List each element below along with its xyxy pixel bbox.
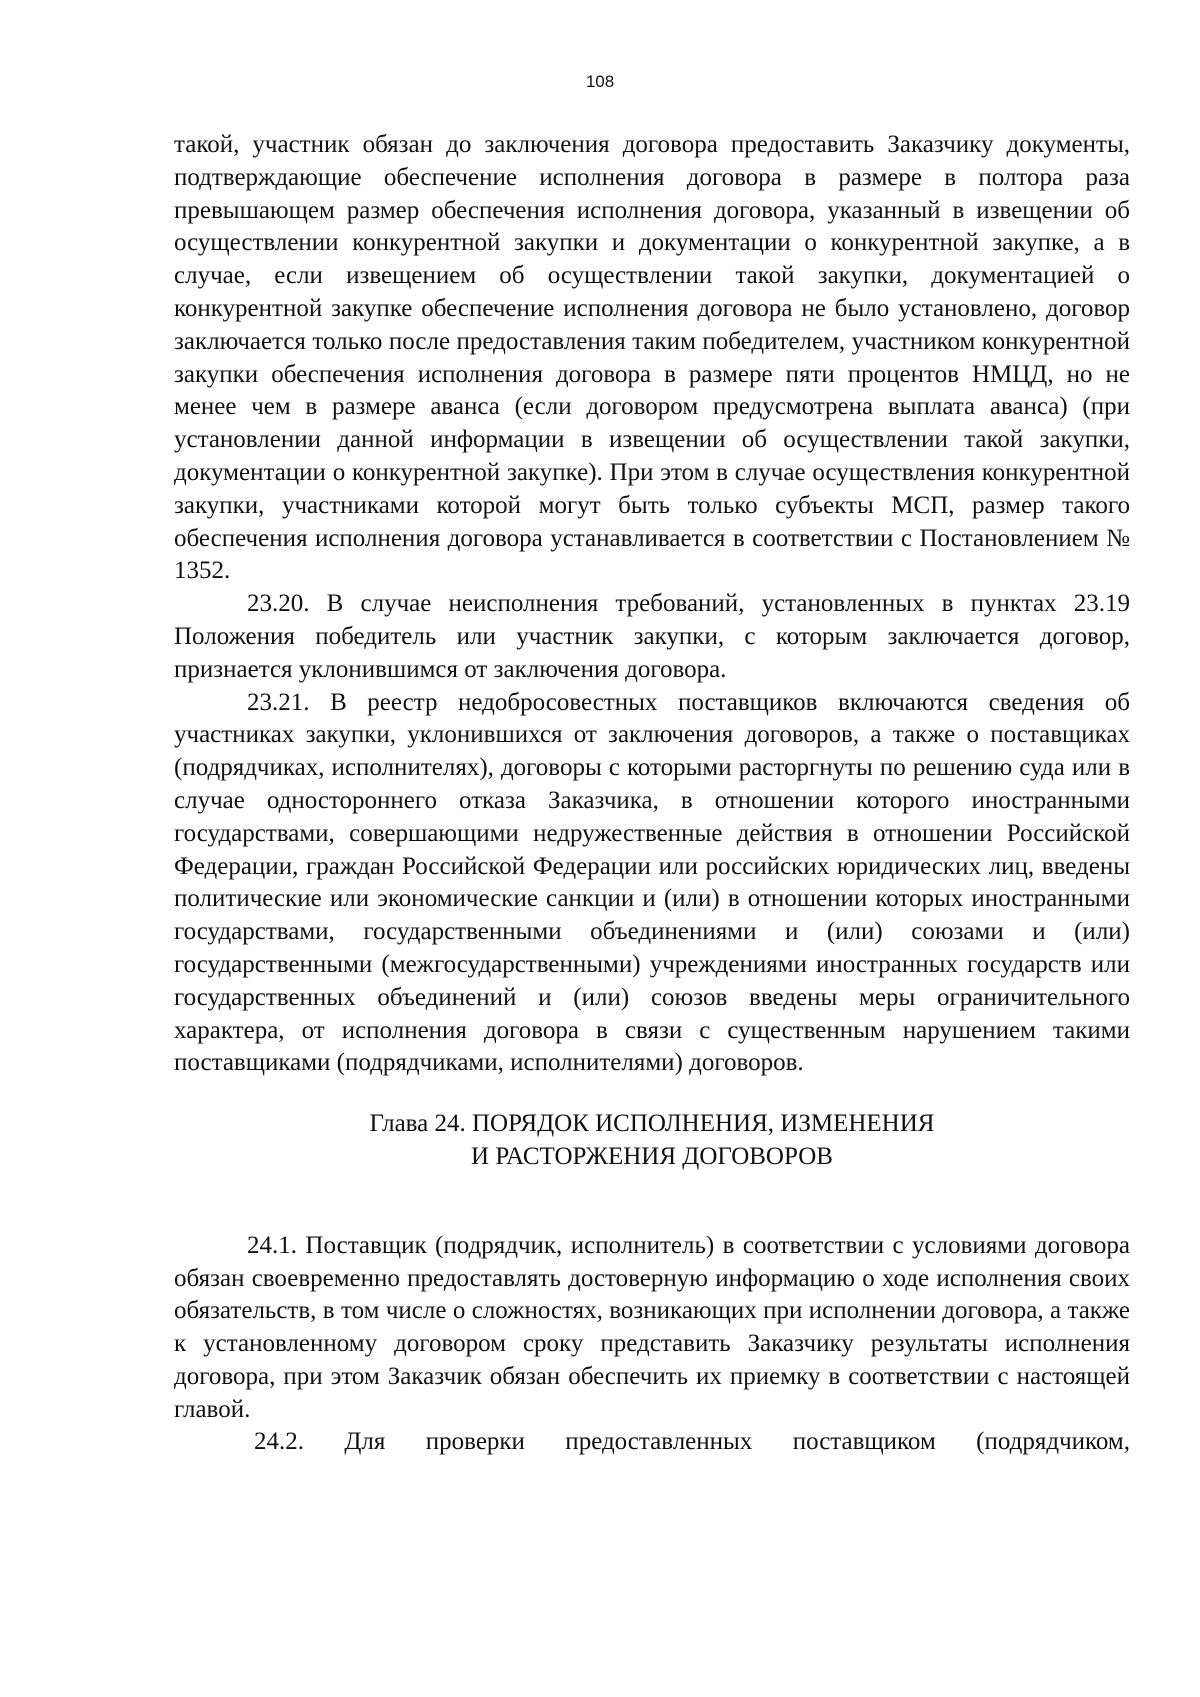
paragraph-24-1: 24.1. Поставщик (подрядчик, исполнитель) в соответствии с условиями договора обязан своевременно предоставлять достоверную информацию о ходе исполнения своих обязательств, в том числе о сложностях, возникающих при исполнении договора, а также к установленному договором сроку представить Заказчику результаты исполнения договора, при этом Заказчик обязан обеспечить их приемку в соответствии с настоящей главой.: [174, 1231, 1130, 1423]
document-body: [174, 129, 1130, 1459]
paragraph-continuation: такой, участник обязан до заключения договора предоставить Заказчику документы, подтверждающие обеспечение исполнения договора в размере в полтора раза превышающем размер обеспечения исполнения договора, указанный в извещении об осуществлении конкурентной закупки и документации о конкурентной закупке, а в случае, если извещением об осуществлении такой закупки, документацией о конкурентной закупке обеспечение исполнения договора не было установлено, договор заключается только после предоставления таким победителем, участником конкурентной закупки обеспечения исполнения договора в размере пяти процентов НМЦД, но не менее чем в размере аванса (если договором предусмотрена выплата аванса) (при установлении данной информации в извещении об осуществлении такой закупки, документации о конкурентной закупке). При этом в случае осуществления конкурентной закупки, участниками которой могут быть только субъекты МСП, размер такого обеспечения исполнения договора устанавливается в соответствии с Постановлением № 1352.: [174, 131, 1130, 585]
chapter-heading: [174, 1108, 1130, 1174]
chapter-heading-line-1: Глава 24. ПОРЯДОК ИСПОЛНЕНИЯ, ИЗМЕНЕНИЯ: [369, 1110, 935, 1138]
paragraph-23-21: 23.21. В реестр недобросовестных поставщиков включаются сведения об участниках закупки, уклонившихся от заключения договоров, а также о поставщиках (подрядчиках, исполнителях), договоры с которыми расторгнуты по решению суда или в случае одностороннего отказа Заказчика, в отношении которого иностранными государствами, совершающими недружественные действия в отношении Российской Федерации, граждан Российской Федерации или российских юридических лиц, введены политические или экономические санкции и (или) в отношении которых иностранными государствами, государственными объединениями и (или) союзами и (или) государственными (межгосударственными) учреждениями иностранных государств или государственных объединений и (или) союзов введены меры ограничительного характера, от исполнения договора в связи с существенным нарушением такими поставщиками (подрядчиками, исполнителями) договоров.: [174, 688, 1130, 1077]
paragraph-23-20: 23.20. В случае неисполнения требований, установленных в пунктах 23.19 Положения победитель или участник закупки, с которым заключается договор, признается уклонившимся от заключения договора.: [174, 590, 1130, 683]
paragraph-24-2: 24.2. Для проверки предоставленных поставщиком (подрядчиком,: [254, 1428, 1130, 1456]
chapter-heading-line-2: И РАСТОРЖЕНИЯ ДОГОВОРОВ: [471, 1142, 833, 1170]
page-number: 108: [585, 72, 615, 91]
